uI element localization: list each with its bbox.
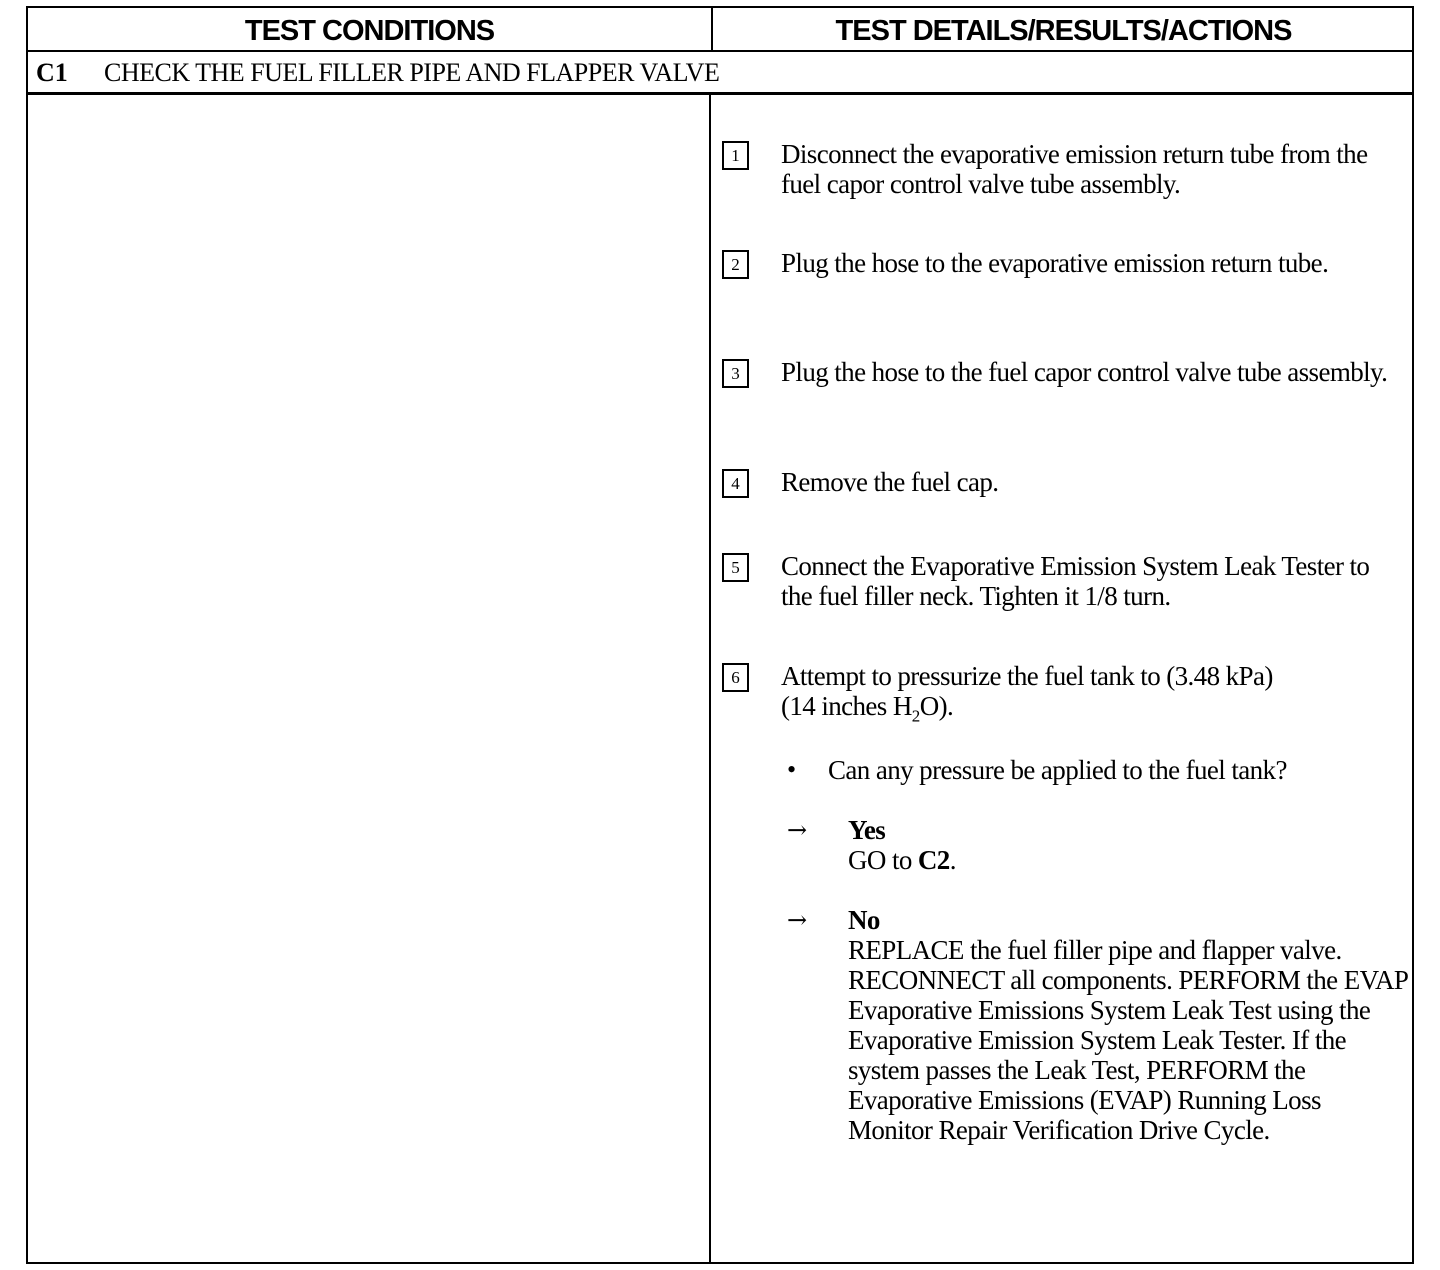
answer-no [848,905,1408,1145]
header-test-conditions: TEST CONDITIONS [28,8,713,50]
step-number-box: 3 [722,359,749,388]
answer-yes-action-text: GO to [848,845,918,875]
step-number-box: 1 [722,141,749,170]
step-number-box: 5 [722,553,749,582]
header-test-details: TEST DETAILS/RESULTS/ACTIONS [835,15,1292,47]
step-text: Plug the hose to the evaporative emission return tube. [781,248,1329,278]
arrow-right-icon: → [787,816,808,844]
test-details-cell [711,95,1414,1264]
answer-yes-label: Yes [848,815,886,845]
answer-yes [848,815,1408,875]
question-text: Can any pressure be applied to the fuel tank? [828,755,1287,785]
section-id: C1 [36,58,68,87]
test-conditions-cell [28,95,711,1264]
answer-yes-ref: C2 [917,845,950,875]
answer-yes-action-end: . [949,845,956,875]
section-row [28,52,1412,95]
subscript-2: 2 [911,706,920,726]
step-text: Remove the fuel cap. [781,467,999,497]
step-text-line2-post: O). [919,691,954,721]
step-number-box: 6 [722,663,749,692]
arrow-right-icon: → [787,906,808,934]
step-text-line2-pre: (14 inches H [781,691,912,721]
answer-yes-action [848,845,1408,875]
step-text [781,661,1406,726]
step-text: Connect the Evaporative Emission System Leak Tester to the fuel filler neck. Tighten it 1/8 turn. [781,551,1370,611]
table-header-row [28,8,1412,52]
bullet-icon: • [787,755,797,784]
step-text-line1: Attempt to pressurize the fuel tank to (3.48 kPa) [781,661,1273,691]
step-number-box: 4 [722,469,749,498]
step-number-box: 2 [722,250,749,279]
step-text: Plug the hose to the fuel capor control valve tube assembly. [781,357,1388,387]
step-text: Disconnect the evaporative emission return tube from the fuel capor control valve tube assembly. [781,139,1368,199]
answer-no-label: No [848,905,880,935]
section-title: CHECK THE FUEL FILLER PIPE AND FLAPPER VALVE [104,58,720,87]
answer-no-action: REPLACE the fuel filler pipe and flapper valve. RECONNECT all components. PERFORM the EVAP Evaporative Emissions System Leak Test using the Evaporative Emission System Leak Tester. If the system passes the Leak Test, PERFORM the Evaporative Emissions (EVAP) Running Loss Monitor Repair Verification Drive Cycle. [848,935,1408,1145]
diagnostic-table [26,6,1414,1264]
